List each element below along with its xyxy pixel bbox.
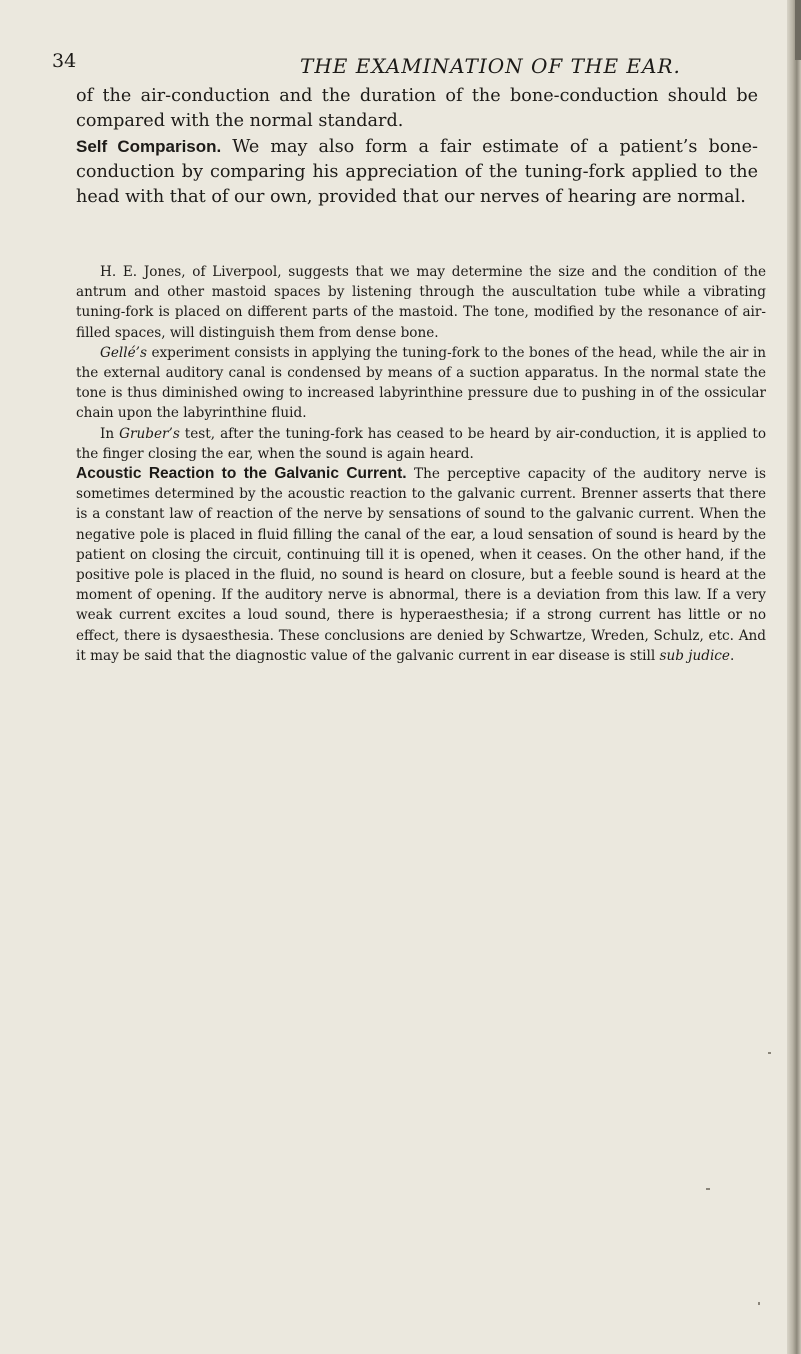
acoustic-end: . — [729, 647, 735, 664]
paper-speck — [758, 1302, 760, 1305]
self-comparison-paragraph — [76, 134, 758, 210]
gelle-text: experiment consists in applying the tuning-fork to the bones of the head, while the air in the external auditory canal is condensed by means of a suction apparatus. In the normal state the tone is thus diminished owing to increased labyrinthine pressure due to pushing in of the ossicular chain upon the labyrinthine fluid. — [76, 344, 766, 422]
gelle-name: Gellé’s — [100, 344, 147, 361]
gruber-name: Gruber’s — [119, 425, 180, 442]
gruber-text: test, after the tuning-fork has ceased to be heard by air-conduction, it is applied to the finger closing the ear, when the sound is again heard. — [76, 425, 766, 462]
intro-paragraph — [76, 84, 758, 134]
jones-text: H. E. Jones, of Liverpool, suggests that we may determine the size and the condition of the antrum and other mastoid spaces by listening through the auscultation tube while a vibrating tuning-fork is placed on different parts of the mastoid. The tone, modified by the resonance of air-filled spaces, will distinguish them from dense bone. — [76, 264, 766, 341]
small-print-block — [76, 262, 766, 666]
jones-paragraph — [76, 262, 766, 343]
main-text-block — [76, 84, 758, 210]
gruber-prefix: In — [100, 425, 120, 442]
acoustic-paragraph — [76, 464, 766, 666]
page-number: 34 — [52, 50, 77, 72]
acoustic-latin: sub judice — [659, 647, 730, 664]
paper-speck — [768, 1052, 771, 1054]
page-edge-corner — [795, 0, 801, 60]
self-comparison-text: We may also form a fair estimate of a patient’s bone-conduction by comparing his appreciation of the tuning-fork applied to the head with that of our own, provided that our nerves of hearing are normal. — [76, 137, 758, 207]
gelle-paragraph — [76, 343, 766, 424]
acoustic-text: The perceptive capacity of the auditory nerve is sometimes determined by the acoustic reaction to the galvanic current. Brenner asserts that there is a constant law of reaction of the nerve by sensations of sound to the galvanic current. When the negative pole is placed in fluid filling the canal of the ear, a loud sensation of sound is heard by the patient on closing the circuit, continuing till it is opened, when it ceases. On the other hand, if the positive pole is placed in the fluid, no sound is heard on closure, but a feeble sound is heard at the moment of opening. If the auditory nerve is abnormal, there is a deviation from this law. If a very weak current excites a loud sound, there is hyperaesthesia; if a strong current has little or no effect, there is dysaesthesia. These conclusions are denied by Schwartze, Wreden, Schulz, etc. And it may be said that the diagnostic value of the galvanic current in ear disease is still — [76, 466, 766, 664]
gruber-paragraph — [76, 424, 766, 464]
self-comparison-heading: Self Comparison. — [76, 137, 222, 156]
intro-text: of the air-conduction and the duration of the bone-conduction should be compared with the normal standard. — [76, 86, 758, 131]
running-head: THE EXAMINATION OF THE EAR. — [300, 54, 681, 78]
page-edge-shadow — [787, 0, 801, 1354]
paper-speck — [706, 1188, 710, 1190]
acoustic-heading: Acoustic Reaction to the Galvanic Current. — [76, 465, 407, 483]
page-header — [52, 50, 752, 80]
